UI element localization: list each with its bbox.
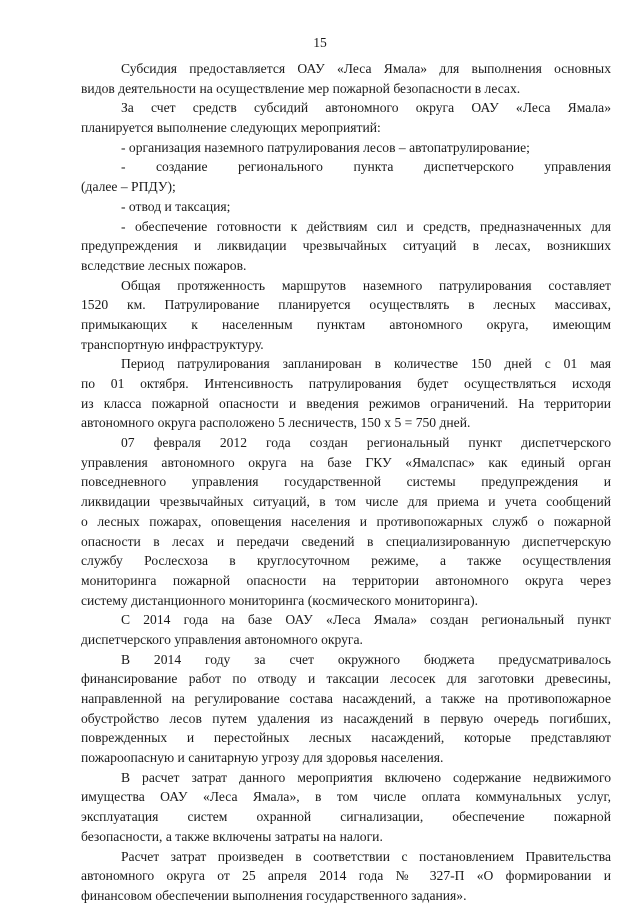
text-line: мониторинга пожарной опасности на территории автономного округа через [81,572,611,588]
text-line: имущества ОАУ «Леса Ямала», в том числе оплата коммунальных услуг, [81,789,611,805]
text-line: - отвод и таксация; [121,198,231,214]
text-line: поврежденных и перестойных лесных насаждений, которые представляют [81,730,611,746]
text-line: финансовом обеспечении выполнения государственного задания». [81,887,467,903]
text-line: - создание регионального пункта диспетчерского управления [121,159,611,175]
text-line: о лесных пожарах, оповещения населения и противопожарных служб о пожарной [81,513,611,529]
text-line: Общая протяженность маршрутов наземного патрулирования составляет [121,277,611,293]
text-line: В 2014 году за счет окружного бюджета предусматривалось [121,651,611,667]
text-line: Субсидия предоставляется ОАУ «Леса Ямала» для выполнения основных [121,61,611,76]
text-line: автономного округа расположено 5 лесничеств, 150 х 5 = 750 дней. [81,415,471,431]
text-line: диспетчерского управления автономного округа. [81,631,363,647]
text-line: по 01 октября. Интенсивность патрулирования будет осуществляться исходя [81,376,611,391]
text-line: Период патрулирования запланирован в количестве 150 дней с 01 мая [121,356,611,372]
text-line: За счет средств субсидий автономного округа ОАУ «Леса Ямала» [121,100,611,116]
text-line: автономного округа от 25 апреля 2014 года № 327-П «О формировании и [81,868,611,884]
text-line: видов деятельности на осуществление мер пожарной безопасности в лесах. [81,80,521,96]
text-line: повседневного управления государственной системы предупреждения и [81,474,611,490]
text-line: планируется выполнение следующих мероприятий: [81,120,381,136]
text-line: систему дистанционного мониторинга (космического мониторинга). [81,592,478,608]
text-line: ликвидации чрезвычайных ситуаций, в том числе для приема и учета сообщений [81,494,611,510]
text-line: безопасности, а также включены затраты на налоги. [81,828,383,844]
text-line: В расчет затрат данного мероприятия включено содержание недвижимого [121,769,611,785]
text-line: С 2014 года на базе ОАУ «Леса Ямала» создан региональный пункт [121,612,611,628]
text-line: (далее – РПДУ); [81,179,176,195]
text-line: службу Рослесхоза в круглосуточном режиме, а также осуществления [81,553,611,569]
text-line: транспортную инфраструктуру. [81,336,264,352]
text-line: примыкающих к населенным пунктам автономного округа, имеющим [81,316,611,332]
text-line: - обеспечение готовности к действиям сил и средств, предназначенных для [121,218,611,234]
text-line: предупреждения и ликвидации чрезвычайных ситуаций в лесах, возникших [81,238,611,254]
page-number: 15 [313,35,327,50]
text-line: 07 февраля 2012 года создан региональный пункт диспетчерского [121,435,611,451]
text-line: вследствие лесных пожаров. [81,257,247,273]
text-line: 1520 км. Патрулирование планируется осуществлять в лесных массивах, [81,297,611,313]
text-line: из класса пожарной опасности и введения режимов ограничений. На территории [81,395,611,411]
text-line: опасности в лесах и передачи сведений в специализированную диспетчерскую [81,533,611,549]
text-line: финансирование работ по отводу и таксации лесосек для заготовки древесины, [81,671,611,687]
text-line: направленной на регулирование состава насаждений, а также на противопожарное [81,691,611,706]
text-line: эксплуатация систем охранной сигнализации, обеспечение пожарной [81,809,611,825]
text-line: управления автономного округа на базе ГКУ «Ямалспас» как единый орган [81,454,611,470]
text-line: Расчет затрат произведен в соответствии с постановлением Правительства [121,848,611,864]
text-line: обустройство лесов путем удаления из насаждений в первую очередь погибших, [81,710,611,726]
text-line: пожароопасную и санитарную угрозу для здоровья населения. [81,750,444,766]
text-line: - организация наземного патрулирования лесов – автопатрулирование; [121,139,530,155]
body-text [81,59,611,906]
